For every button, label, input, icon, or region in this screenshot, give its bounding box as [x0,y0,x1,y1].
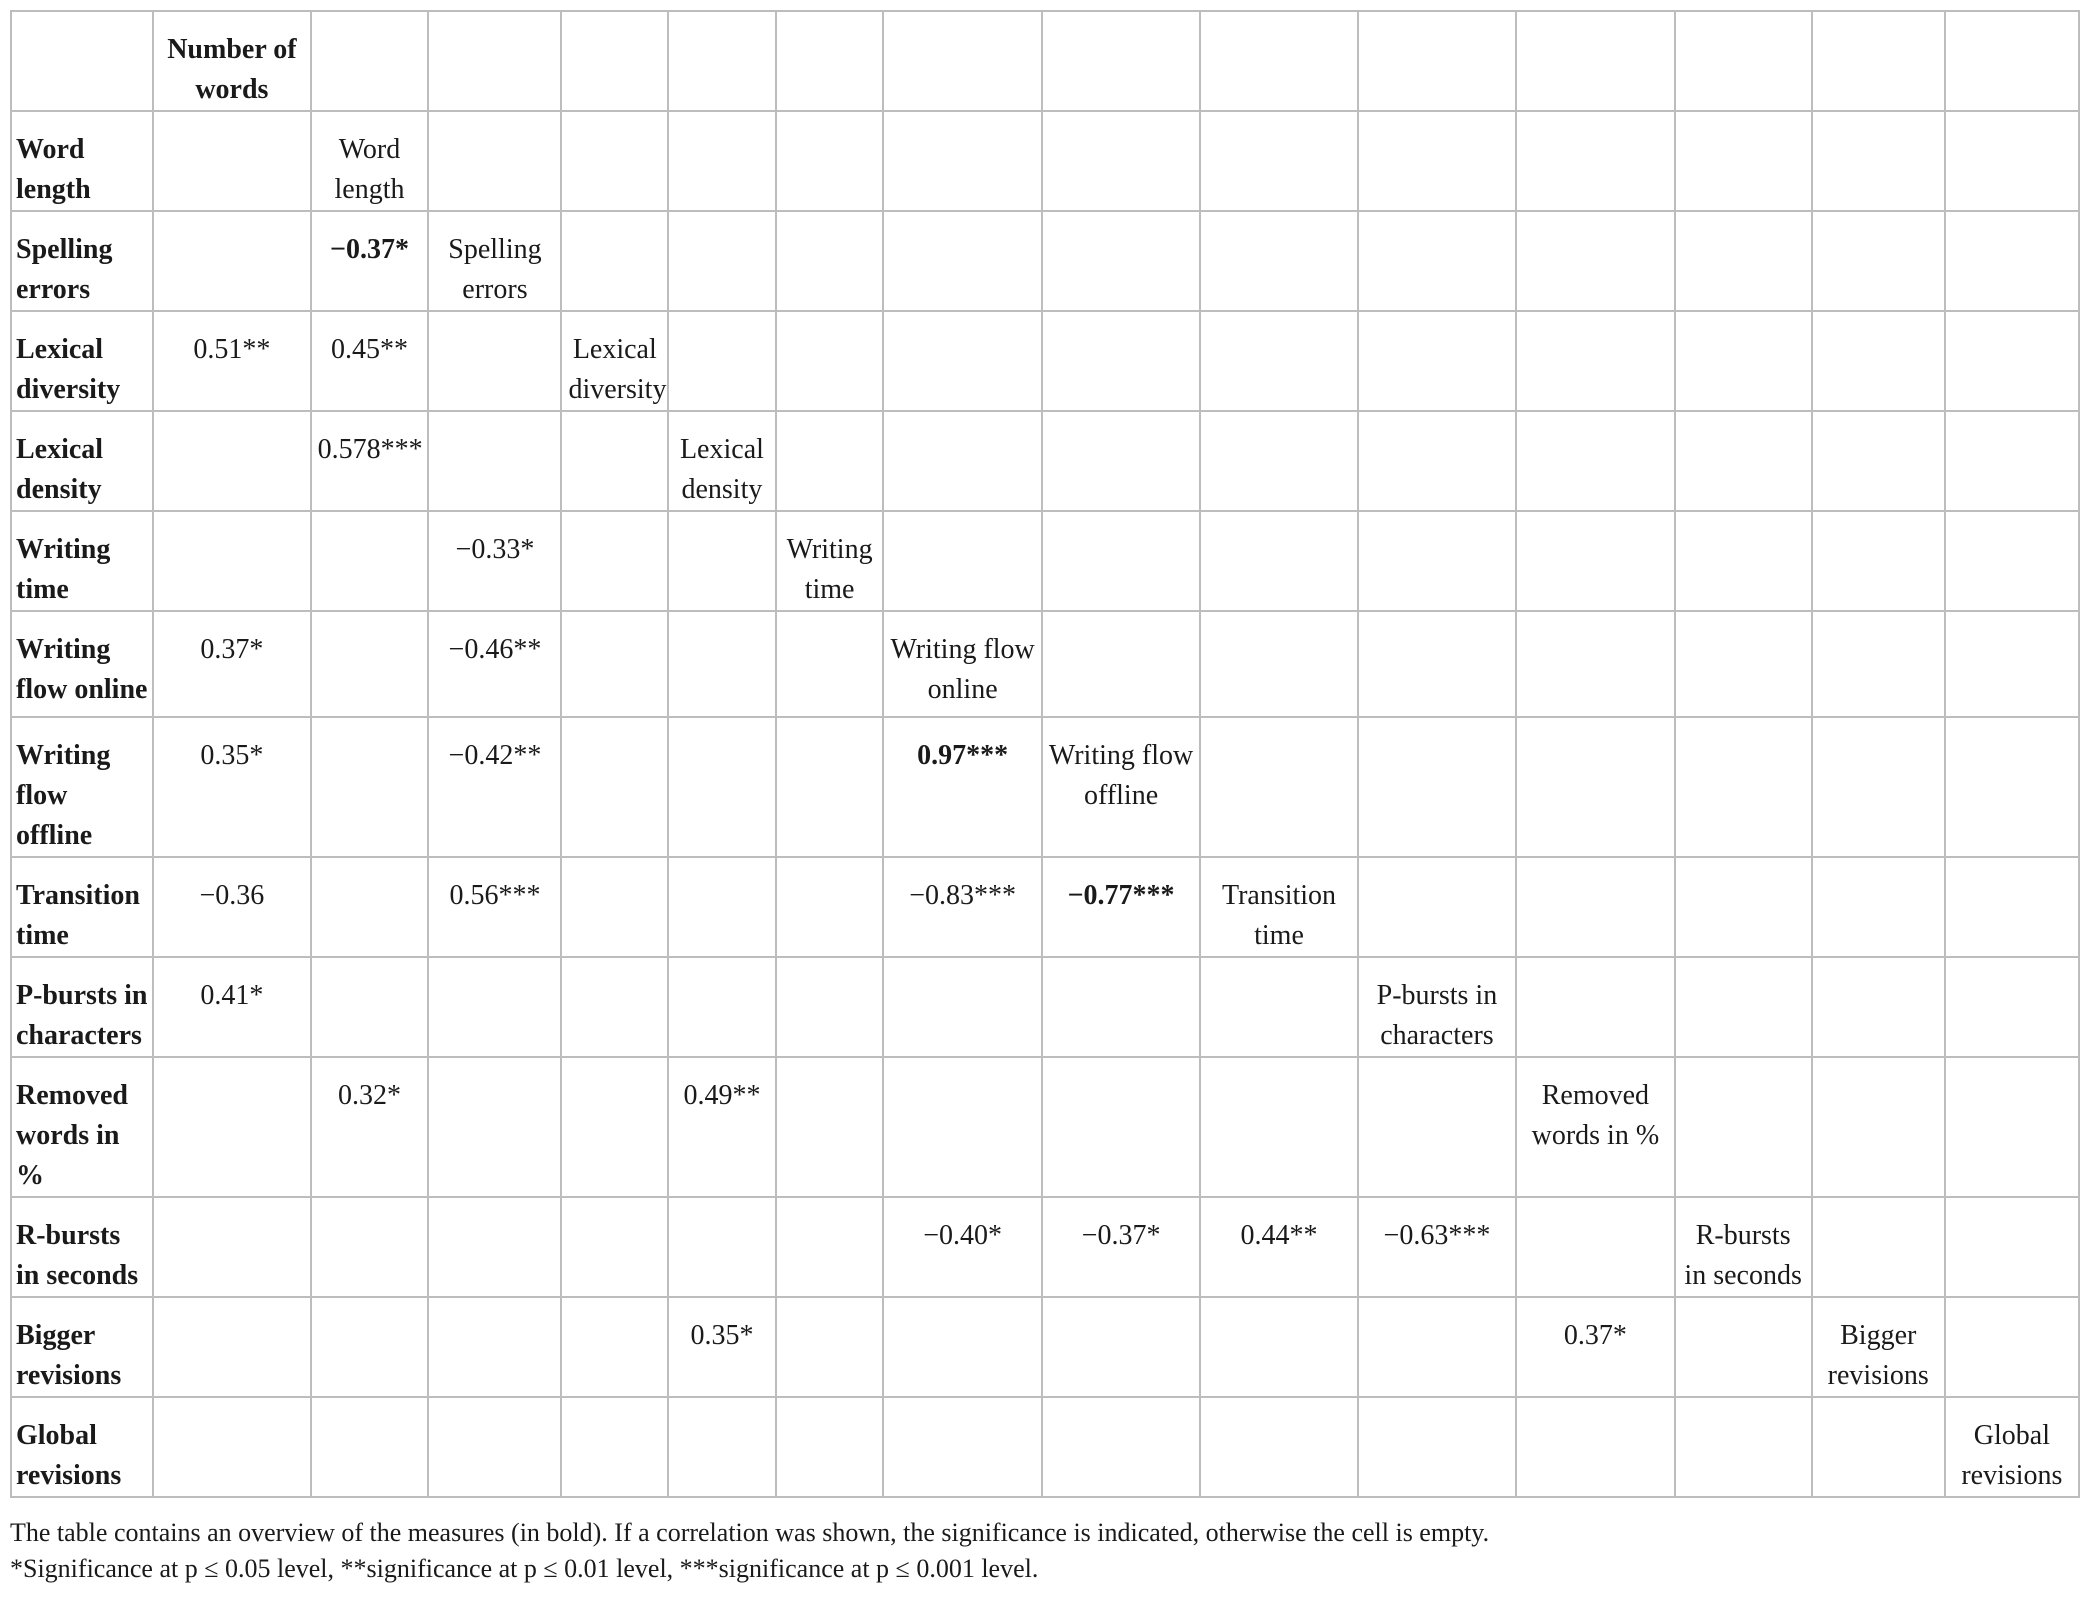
correlation-cell [668,611,776,717]
correlation-cell [1358,411,1516,511]
correlation-cell [561,1057,668,1197]
correlation-cell [1945,1197,2079,1297]
row-header: Global revisions [11,1397,153,1497]
correlation-cell [1358,211,1516,311]
correlation-cell [883,957,1041,1057]
correlation-cell [428,1297,561,1397]
correlation-cell [1945,511,2079,611]
correlation-cell [1945,857,2079,957]
table-row [11,111,2079,211]
correlation-cell: 0.37* [153,611,310,717]
row-header: Writing flow online [11,611,153,717]
correlation-cell [1042,611,1200,717]
correlation-cell [428,111,561,211]
correlation-cell [153,1297,310,1397]
correlation-cell: −0.42** [428,717,561,857]
correlation-cell [776,1197,884,1297]
correlation-cell [1675,1397,1812,1497]
correlation-cell [776,311,884,411]
correlation-cell [1516,211,1674,311]
correlation-cell [561,1197,668,1297]
correlation-cell [1358,857,1516,957]
correlation-cell [1812,957,1945,1057]
correlation-cell [561,857,668,957]
correlation-cell: Transition time [1200,857,1357,957]
column-header [1812,11,1945,111]
correlation-cell: Writing time [776,511,884,611]
correlation-cell [561,211,668,311]
correlation-cell [1358,1297,1516,1397]
correlation-cell: 0.578*** [311,411,429,511]
measure-label-cell [428,311,561,411]
correlation-cell: Writing flow online [883,611,1041,717]
correlation-cell [1675,311,1812,411]
correlation-cell [1516,857,1674,957]
correlation-cell: 0.56*** [428,857,561,957]
correlation-cell [1945,111,2079,211]
correlation-cell [776,211,884,311]
row-header: Writing time [11,511,153,611]
correlation-cell [311,1297,429,1397]
table-row [11,857,2079,957]
correlation-cell [1200,1057,1357,1197]
column-header [1675,11,1812,111]
column-header [1200,11,1357,111]
correlation-cell [311,1197,429,1297]
correlation-cell: 0.32* [311,1057,429,1197]
table-row [11,311,2079,411]
measure-label-cell [1675,1297,1812,1397]
correlation-cell [1042,211,1200,311]
row-header: Writing flow offline [11,717,153,857]
measure-label-cell [1516,1197,1674,1297]
column-header [1358,11,1516,111]
table-row [11,717,2079,857]
table-row [11,957,2079,1057]
correlation-cell: R-bursts in seconds [1675,1197,1812,1297]
correlation-cell [1675,211,1812,311]
correlation-cell [776,411,884,511]
correlation-cell [1945,311,2079,411]
correlation-cell [1675,411,1812,511]
correlation-cell [1945,1297,2079,1397]
row-header: Lexical density [11,411,153,511]
table-row [11,211,2079,311]
correlation-cell [776,717,884,857]
correlation-cell: −0.33* [428,511,561,611]
correlation-cell [428,411,561,511]
correlation-cell [1812,611,1945,717]
correlation-cell [1200,1397,1357,1497]
table-note: The table contains an overview of the measures (in bold). If a correlation was shown, the significance is indicated, otherwise the cell is empty. [10,1518,1490,1547]
correlation-cell: Bigger revisions [1812,1297,1945,1397]
correlation-cell [883,511,1041,611]
correlation-table [10,10,2080,1498]
measure-label-cell [1358,1057,1516,1197]
correlation-cell [1675,111,1812,211]
row-header: P-bursts in characters [11,957,153,1057]
correlation-cell: Removed words in % [1516,1057,1674,1197]
correlation-cell [1042,111,1200,211]
table-row [11,1397,2079,1497]
table-row [11,1197,2079,1297]
correlation-cell [1812,111,1945,211]
correlation-cell: Spelling errors [428,211,561,311]
correlation-cell [1200,611,1357,717]
correlation-cell [1358,611,1516,717]
significance-note: *Significance at p ≤ 0.05 level, **significance at p ≤ 0.01 level, ***significance at p ≤ 0.001 level. [10,1554,1039,1583]
correlation-cell [1516,411,1674,511]
correlation-cell [776,1297,884,1397]
correlation-cell [561,611,668,717]
header-row [11,11,2079,111]
correlation-cell [311,857,429,957]
correlation-cell: 0.45** [311,311,429,411]
correlation-cell [1516,1397,1674,1497]
row-header: Bigger revisions [11,1297,153,1397]
correlation-cell [1358,1397,1516,1497]
correlation-cell [1042,957,1200,1057]
row-header: Lexical diversity [11,311,153,411]
correlation-cell [1042,511,1200,611]
correlation-cell [883,1057,1041,1197]
correlation-cell [668,857,776,957]
correlation-cell [1812,857,1945,957]
correlation-cell [561,717,668,857]
correlation-cell: P-bursts in characters [1358,957,1516,1057]
correlation-cell [561,1397,668,1497]
row-header: Transition time [11,857,153,957]
correlation-cell [561,111,668,211]
correlation-cell: 0.44** [1200,1197,1357,1297]
correlation-cell: −0.63*** [1358,1197,1516,1297]
measure-label-cell [561,411,668,511]
table-row [11,1297,2079,1397]
correlation-cell: Lexical diversity [561,311,668,411]
column-header [883,11,1041,111]
correlation-cell [428,1397,561,1497]
correlation-cell [153,1197,310,1297]
correlation-cell [776,1397,884,1497]
correlation-cell: 0.51** [153,311,310,411]
column-header [1945,11,2079,111]
correlation-cell [1200,717,1357,857]
column-header: Number of words [153,11,310,111]
correlation-cell [1042,1057,1200,1197]
table-row [11,511,2079,611]
correlation-cell [1358,511,1516,611]
correlation-cell [1812,311,1945,411]
correlation-cell [1675,957,1812,1057]
row-header: R-bursts in seconds [11,1197,153,1297]
correlation-cell [1812,511,1945,611]
correlation-cell [668,957,776,1057]
row-header: Spelling errors [11,211,153,311]
correlation-cell [1675,511,1812,611]
correlation-cell [1516,511,1674,611]
measure-label-cell: −0.77*** [1042,857,1200,957]
correlation-cell [1812,1057,1945,1197]
column-header [311,11,429,111]
row-header: Removed words in % [11,1057,153,1197]
correlation-cell: Global revisions [1945,1397,2079,1497]
correlation-cell [1200,311,1357,411]
correlation-cell: 0.41* [153,957,310,1057]
correlation-cell [561,511,668,611]
correlation-cell [1945,1057,2079,1197]
correlation-cell [1358,111,1516,211]
correlation-cell [1812,1197,1945,1297]
correlation-cell [883,1397,1041,1497]
correlation-cell [561,1297,668,1397]
correlation-cell [311,957,429,1057]
correlation-cell [1200,211,1357,311]
correlation-cell [883,211,1041,311]
correlation-cell [311,1397,429,1497]
correlation-cell [1516,311,1674,411]
correlation-cell [668,717,776,857]
correlation-cell [1042,411,1200,511]
correlation-cell [1358,311,1516,411]
correlation-cell: −0.40* [883,1197,1041,1297]
correlation-cell: 0.35* [668,1297,776,1397]
column-header [561,11,668,111]
correlation-cell: −0.83*** [883,857,1041,957]
correlation-cell [883,111,1041,211]
correlation-cell [1812,211,1945,311]
correlation-cell: −0.37* [1042,1197,1200,1297]
measure-label-cell [1200,957,1357,1057]
correlation-cell [561,957,668,1057]
correlation-cell [883,1297,1041,1397]
correlation-cell [668,1197,776,1297]
correlation-cell [668,111,776,211]
correlation-cell [883,311,1041,411]
column-header [1516,11,1674,111]
correlation-cell [311,611,429,717]
correlation-cell [1812,717,1945,857]
correlation-cell: 0.35* [153,717,310,857]
table-row [11,411,2079,511]
correlation-cell [1945,957,2079,1057]
table-row [11,611,2079,717]
correlation-cell [153,411,310,511]
table-row [11,1057,2079,1197]
correlation-cell: Word length [311,111,429,211]
correlation-cell [1945,611,2079,717]
column-header [428,11,561,111]
correlation-cell [428,1057,561,1197]
correlation-cell [1042,1397,1200,1497]
correlation-cell [153,1057,310,1197]
column-header [11,11,153,111]
correlation-cell [1516,957,1674,1057]
correlation-cell [1945,211,2079,311]
correlation-cell [428,1197,561,1297]
correlation-cell [1516,611,1674,717]
correlation-cell [776,857,884,957]
column-header [776,11,884,111]
correlation-cell [1675,1057,1812,1197]
correlation-cell [776,1057,884,1197]
correlation-cell [1200,511,1357,611]
table-notes [10,1515,2080,1587]
column-header [668,11,776,111]
correlation-cell [1200,111,1357,211]
row-header: Word length [11,111,153,211]
correlation-cell [311,717,429,857]
correlation-cell: 0.37* [1516,1297,1674,1397]
measure-label-cell [153,111,310,211]
correlation-cell [668,311,776,411]
correlation-cell: −0.36 [153,857,310,957]
correlation-cell [153,211,310,311]
correlation-cell [1516,111,1674,211]
correlation-cell [311,511,429,611]
correlation-cell [1200,411,1357,511]
correlation-cell [153,1397,310,1497]
correlation-cell [428,957,561,1057]
correlation-cell [1675,717,1812,857]
correlation-cell: −0.46** [428,611,561,717]
correlation-cell [1516,717,1674,857]
correlation-cell [1042,311,1200,411]
correlation-cell [1675,857,1812,957]
correlation-cell [668,1397,776,1497]
measure-label-cell: −0.37* [311,211,429,311]
correlation-cell [1945,717,2079,857]
correlation-cell [1675,611,1812,717]
measure-label-cell: 0.97*** [883,717,1041,857]
correlation-cell: Lexical density [668,411,776,511]
correlation-cell [1812,411,1945,511]
correlation-cell [883,411,1041,511]
correlation-cell [776,957,884,1057]
correlation-cell [153,511,310,611]
correlation-cell [1945,411,2079,511]
correlation-cell: Writing flow offline [1042,717,1200,857]
correlation-cell [1042,1297,1200,1397]
correlation-cell [1200,1297,1357,1397]
measure-label-cell [776,611,884,717]
correlation-cell [668,211,776,311]
correlation-cell [1358,717,1516,857]
column-header [1042,11,1200,111]
correlation-cell [776,111,884,211]
measure-label-cell [1812,1397,1945,1497]
correlation-cell: 0.49** [668,1057,776,1197]
measure-label-cell [668,511,776,611]
